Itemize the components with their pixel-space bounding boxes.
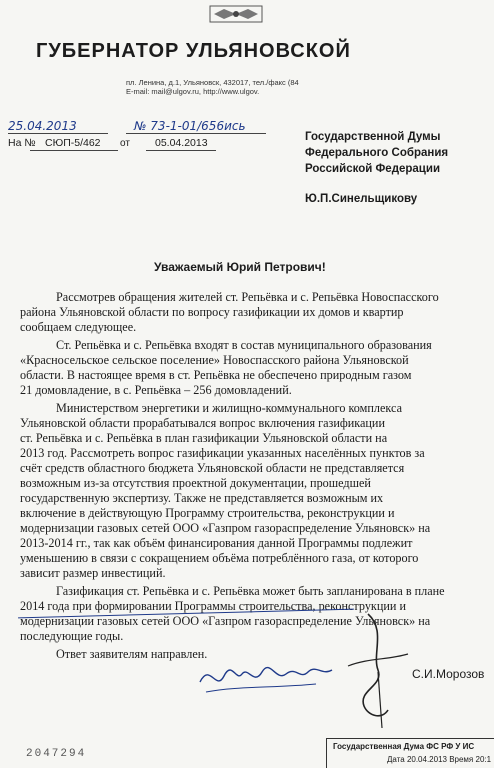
body-line: Ответ заявителям направлен. [56,647,208,661]
body-line: модернизации газовых сетей ООО «Газпром газораспределение Ульяновск» на [20,521,431,535]
reference-number: СЮП-5/462 [45,137,101,149]
official-signature-icon [338,610,418,730]
body-line: 2013-2014 гг., так как объём финансирования данной Программы подлежит [20,536,413,550]
body-line: последующие годы. [20,629,124,643]
reference-from-label: от [120,138,130,149]
handwritten-number: № 73-1-01/656ись [134,119,246,133]
governor-title: ГУБЕРНАТОР УЛЬЯНОВСКОЙ [36,40,351,62]
reference-label: На № [8,137,36,149]
handwritten-date: 25.04.2013 [8,119,77,133]
addressee-line: Государственной Думы [305,131,441,143]
body-line: области. В настоящее время в ст. Репьёвка не обеспечено природным газом [20,368,412,382]
reference-rule [30,150,118,151]
date-rule [8,133,108,134]
reference-date-rule [146,150,216,151]
body-line: района Ульяновской области по вопросу газификации их домов и квартир [20,305,404,319]
addressee-line: Федерального Собрания [305,147,449,159]
body-line: сообщаем следующее. [20,320,137,334]
body-line: 2014 года при формировании Программы строительства, реконструкции и [20,599,406,613]
document-barcode: 2047294 [26,748,87,760]
addressee-name: Ю.П.Синельщикову [305,193,418,205]
body-line: Ульяновской области прорабатывался вопрос включения газификации [20,416,385,430]
reference-date: 05.04.2013 [155,137,208,149]
body-line: 2013 год. Рассмотреть вопрос газификации указанных населённых пунктов за [20,446,425,460]
body-line: включение в действующую Программу строительства, реконструкции и [20,506,395,520]
body-line: возможным из-за отсутствия проектной документации, прошедшей [20,476,371,490]
body-line: Рассмотрев обращения жителей ст. Репьёвка и с. Репьёвка Новоспасского [56,290,439,304]
body-line: уменьшению в связи с сокращением объёма потреблённого газа, от которого [20,551,419,565]
stamp-line: Дата 20.04.2013 Время 20:1 [387,755,492,764]
address-line: пл. Ленина, д.1, Ульяновск, 432017, тел./факс (84 [126,78,299,87]
number-rule [126,133,266,134]
body-line: ст. Репьёвка и с. Репьёвка в план газификации Ульяновской области на [20,431,388,445]
body-line: зависит размер инвестиций. [20,566,166,580]
body-line: 21 домовладение, в с. Репьёвка – 256 домовладений. [20,383,292,397]
salutation: Уважаемый Юрий Петрович! [154,260,326,274]
body-line: Газификация ст. Репьёвка и с. Репьёвка может быть запланирована в плане [56,584,445,598]
signer-name: С.И.Морозов [412,667,485,681]
body-line: Министерством энергетики и жилищно-коммунального комплекса [56,401,402,415]
coat-of-arms-icon [208,4,264,24]
email-line: E-mail: mail@ulgov.ru, http://www.ulgov. [126,87,260,96]
body-line: государственную экспертизу. Также не представляется возможным их [20,491,384,505]
body-line: счёт средств областного бюджета Ульяновской области не представляется [20,461,405,475]
handwritten-signature-icon [196,652,336,700]
body-line: «Красносельское сельское поселение» Новоспасского района Ульяновской [20,353,409,367]
body-line: Ст. Репьёвка и с. Репьёвка входят в состав муниципального образования [56,338,432,352]
body-line: модернизации газовых сетей ООО «Газпром газораспределение Ульяновск» на [20,614,431,628]
registration-stamp [326,738,494,768]
stamp-line: Государственная Дума ФС РФ У ИС [333,742,475,751]
addressee-line: Российской Федерации [305,163,441,175]
